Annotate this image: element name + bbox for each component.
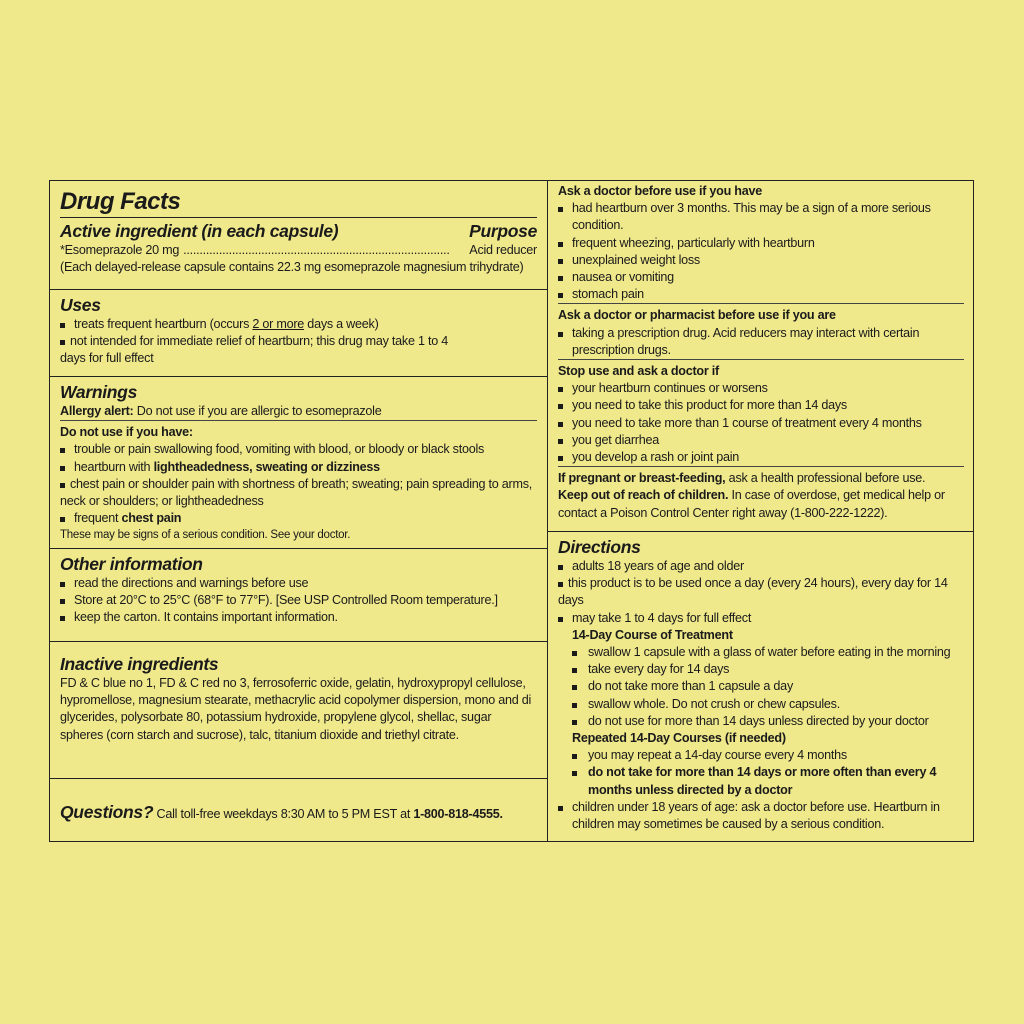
- text-span: you may repeat a 14-day course every 4 months: [588, 748, 847, 763]
- directions-bullet-item: [572, 696, 964, 713]
- warnings-text-line: [60, 424, 537, 441]
- ask-bullet-item: [558, 200, 964, 234]
- ask-bullet-item: [558, 432, 964, 449]
- warnings-heading: [60, 381, 537, 403]
- text-span: unexplained weight loss: [572, 252, 700, 267]
- inactive-text-line: [60, 675, 537, 744]
- text-span: 14-Day Course of Treatment: [572, 627, 733, 642]
- uses-section: [50, 289, 547, 376]
- ask-bullet-item: [558, 286, 964, 304]
- ask-bullet-item: [558, 415, 964, 432]
- purpose-heading: Purpose: [469, 221, 537, 241]
- text-span: frequent wheezing, particularly with heartburn: [572, 235, 815, 250]
- ask-bullet-item: [558, 269, 964, 286]
- text-span: days a week): [304, 317, 379, 331]
- text-span: These may be signs of a serious condition. See your doctor.: [60, 529, 351, 542]
- text-span: you develop a rash or joint pain: [572, 450, 740, 465]
- ask-text-line: [558, 183, 964, 200]
- text-span: nausea or vomiting: [572, 270, 674, 285]
- text-span: you need to take this product for more than 14 days: [572, 398, 847, 413]
- directions-bullet-item: [558, 575, 964, 609]
- text-span: stomach pain: [572, 287, 644, 302]
- leader-dots: ..................................................................................: [183, 243, 450, 257]
- warnings-text-line: [60, 403, 537, 421]
- other-heading: [60, 553, 537, 575]
- text-span: taking a prescription drug. Acid reducers may interact with certain prescription drugs.: [572, 325, 920, 357]
- ask-text-line: [558, 307, 964, 324]
- warnings-section: [50, 376, 547, 548]
- text-span: Inactive ingredients: [60, 654, 219, 674]
- directions-bullet-item: [558, 799, 964, 833]
- questions-text: Call toll-free weekdays 8:30 AM to 5 PM EST at: [153, 807, 414, 821]
- bold-text: chest pain: [121, 511, 182, 526]
- bold-text: Do not use if you have:: [60, 425, 193, 440]
- bold-text: Ask a doctor before use if you have: [558, 184, 763, 198]
- other-bullet-item: [60, 592, 537, 609]
- ask-bullet-item: [558, 325, 964, 360]
- text-span: Other information: [60, 554, 203, 574]
- text-span: swallow whole. Do not crush or chew capsules.: [588, 696, 840, 711]
- text-span: chest pain or shoulder pain with shortness of breath; sweating; pain spreading to arms, neck or shoulders; or lightheadedness: [60, 476, 532, 509]
- text-span: adults 18 years of age and older: [572, 559, 744, 573]
- ask-text-line: [558, 487, 964, 521]
- text-span: frequent: [74, 511, 122, 526]
- text-span: trouble or pain swallowing food, vomiting with blood, or bloody or black stools: [74, 442, 485, 457]
- warnings-bullet-item: [60, 476, 537, 510]
- text-span: children under 18 years of age: ask a doctor before use. Heartburn in children may sometimes be caused by a serious condition.: [572, 799, 940, 832]
- inactive-heading: [60, 653, 537, 675]
- directions-bullet-item: [572, 678, 964, 695]
- text-span: may take 1 to 4 days for full effect: [572, 610, 752, 625]
- ask-text-line: [558, 470, 964, 487]
- questions-section: [50, 778, 547, 843]
- active-ingredient-heading: Active ingredient (in each capsule): [60, 221, 339, 241]
- ask-bullet-item: [558, 380, 964, 397]
- ingredient-purpose: Acid reducer: [469, 243, 537, 257]
- text-span: your heartburn continues or worsens: [572, 381, 768, 396]
- bold-text: Ask a doctor or pharmacist before use if you are: [558, 308, 836, 323]
- text-span: FD & C blue no 1, FD & C red no 3, ferrosoferric oxide, gelatin, hydroxypropyl cellulose, hypromellose, magnesium stearate, methacrylic acid copolymer dispersion, mono and di glycerides, polysorbate 80, potassium hydroxide, propylene glycol, shellac, sugar spheres (corn starch and sucrose), talc, titanium dioxide and triethyl citrate.: [60, 676, 532, 742]
- warnings-bullet-item: [60, 459, 537, 476]
- uses-heading: [60, 294, 467, 316]
- text-span: Warnings: [60, 382, 138, 402]
- bold-text: do not take for more than 14 days or more often than every 4 months unless directed by a doctor: [588, 765, 937, 797]
- ask-bullet-item: [558, 397, 964, 414]
- text-span: you get diarrhea: [572, 432, 660, 447]
- text-span: do not use for more than 14 days unless directed by your doctor: [588, 713, 929, 728]
- directions-section: [548, 531, 974, 843]
- directions-bullet-item: [572, 747, 964, 764]
- warnings-bullet-item: [60, 510, 537, 527]
- ingredient-name: *Esomeprazole 20 mg: [60, 243, 180, 257]
- text-span: take every day for 14 days: [588, 662, 730, 677]
- bold-text: Allergy alert:: [60, 404, 134, 418]
- directions-bullet-item: [558, 558, 964, 575]
- directions-bullet-item: [572, 764, 964, 798]
- warnings-bullet-item: [60, 441, 537, 458]
- text-span: treats frequent heartburn (occurs: [74, 317, 253, 331]
- text-span: swallow 1 capsule with a glass of water before eating in the morning: [588, 645, 951, 660]
- ingredient-note: (Each delayed-release capsule contains 22.3 mg esomeprazole magnesium trihydrate): [60, 260, 524, 275]
- text-span: read the directions and warnings before use: [74, 576, 309, 590]
- bold-text: lightheadedness, sweating or dizziness: [153, 459, 380, 474]
- directions-text-line: [558, 627, 964, 644]
- uses-bullet-item: [60, 333, 467, 367]
- ask-text-line: [558, 363, 964, 380]
- text-span: ask a health professional before use.: [725, 471, 926, 486]
- text-span: Uses: [60, 295, 101, 315]
- inactive-ingredients-section: [50, 641, 547, 778]
- directions-heading: [558, 536, 964, 558]
- ask-bullet-item: [558, 235, 964, 252]
- text-span: Directions: [558, 537, 641, 557]
- text-span: keep the carton. It contains important information.: [74, 610, 338, 625]
- active-ingredient-section: [50, 181, 547, 289]
- questions-phone: 1-800-818-4555.: [413, 807, 503, 821]
- bold-text: If pregnant or breast-feeding,: [558, 471, 726, 486]
- ask-doctor-section: [548, 181, 974, 531]
- other-bullet-item: [60, 575, 537, 592]
- questions-label: Questions?: [60, 802, 154, 822]
- ask-bullet-item: [558, 252, 964, 269]
- ask-bullet-item: [558, 449, 964, 467]
- bold-text: Stop use and ask a doctor if: [558, 364, 719, 379]
- text-span: Repeated 14-Day Courses (if needed): [572, 731, 786, 746]
- text-span: Do not use if you are allergic to esomeprazole: [133, 404, 382, 418]
- directions-bullet-item: [558, 610, 964, 627]
- text-span: In case of overdose, get medical help or contact a Poison Control Center right away (1-800-222-1222).: [558, 488, 945, 520]
- directions-bullet-item: [572, 713, 964, 730]
- text-span: had heartburn over 3 months. This may be a sign of a more serious condition.: [572, 201, 931, 233]
- text-span: heartburn with: [74, 459, 154, 474]
- underlined-text: 2 or more: [252, 317, 305, 331]
- text-span: you need to take more than 1 course of treatment every 4 months: [572, 415, 922, 430]
- text-span: not intended for immediate relief of heartburn; this drug may take 1 to 4 days for full effect: [60, 334, 448, 366]
- text-span: this product is to be used once a day (every 24 hours), every day for 14 days: [558, 576, 948, 608]
- text-span: Store at 20°C to 25°C (68°F to 77°F). [See USP Controlled Room temperature.]: [74, 593, 498, 608]
- other-bullet-item: [60, 609, 537, 626]
- directions-bullet-item: [572, 661, 964, 678]
- other-information-section: [50, 548, 547, 641]
- warnings-text-line: [60, 527, 537, 544]
- drug-facts-title: Drug Facts: [60, 187, 537, 218]
- text-span: do not take more than 1 capsule a day: [588, 679, 793, 694]
- directions-text-line: [558, 730, 964, 747]
- directions-bullet-item: [572, 644, 964, 661]
- drug-facts-panel: [49, 180, 974, 842]
- uses-bullet-item: [60, 316, 467, 333]
- bold-text: Keep out of reach of children.: [558, 488, 729, 503]
